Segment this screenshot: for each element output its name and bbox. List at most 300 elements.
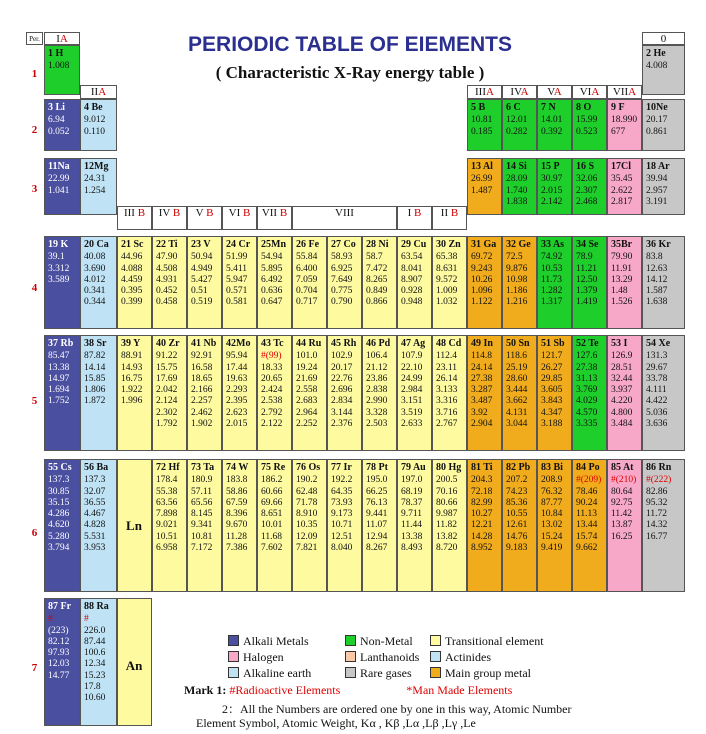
element-symbol: 13 Al — [471, 161, 493, 172]
element-value: 4.800 — [611, 407, 633, 418]
element-symbol: 56 Ba — [84, 462, 109, 473]
element-cell[interactable] — [187, 335, 222, 451]
element-cell[interactable] — [80, 158, 117, 215]
element-cell[interactable] — [257, 236, 292, 329]
group-label-zero: 0 — [642, 32, 685, 45]
element-value: 11.44 — [401, 520, 423, 531]
element-value: 20.65 — [261, 373, 283, 384]
element-value: 3.188 — [541, 419, 563, 430]
element-symbol: 82 Pb — [506, 462, 531, 473]
element-cell[interactable] — [537, 236, 572, 329]
element-symbol: 25Mn — [261, 239, 286, 250]
element-cell[interactable] — [362, 335, 397, 451]
legend-swatch — [228, 667, 239, 678]
group-suffix: A — [486, 86, 494, 98]
element-value: 92.91 — [191, 351, 213, 362]
element-cell[interactable] — [467, 236, 502, 329]
element-value: 4.459 — [121, 274, 143, 285]
element-symbol: 84 Po — [576, 462, 600, 473]
element-cell[interactable] — [572, 335, 607, 451]
element-cell[interactable] — [607, 158, 642, 215]
element-value: 9.173 — [331, 509, 353, 520]
group-suffix: B — [170, 207, 181, 219]
legend-label: Lanthanoids — [360, 650, 420, 664]
element-value: 58.86 — [226, 486, 248, 497]
legend-swatch — [430, 651, 441, 662]
legend-swatch — [345, 635, 356, 646]
element-value: 63.56 — [156, 497, 178, 508]
element-value: 2.462 — [191, 407, 213, 418]
element-value: 21.69 — [296, 373, 318, 384]
element-cell[interactable] — [44, 236, 80, 329]
element-value: 3.636 — [646, 419, 668, 430]
element-value: 1.032 — [436, 297, 458, 308]
group-suffix: B — [240, 207, 251, 219]
element-cell[interactable] — [80, 99, 117, 151]
element-value: 20.17 — [646, 115, 668, 126]
element-symbol: 54 Xe — [646, 338, 671, 349]
element-value: 0.110 — [84, 126, 106, 137]
lanthanide-placeholder: Ln — [126, 518, 142, 533]
element-value: 6.925 — [331, 263, 353, 274]
element-value: 2.468 — [576, 196, 598, 207]
group-label-iia — [80, 85, 117, 99]
element-value: 3.487 — [471, 396, 493, 407]
group-roman: IV — [510, 86, 521, 98]
element-value: 3.484 — [611, 419, 633, 430]
element-cell[interactable] — [292, 236, 327, 329]
element-cell[interactable] — [292, 459, 327, 592]
element-cell[interactable] — [327, 459, 362, 592]
element-cell[interactable] — [432, 459, 467, 592]
element-value: 26.27 — [541, 362, 563, 373]
element-cell[interactable] — [572, 236, 607, 329]
group-roman: VII — [612, 86, 629, 98]
element-value: 1.694 — [48, 385, 70, 396]
element-value: 12.51 — [331, 531, 353, 542]
element-cell[interactable] — [44, 459, 80, 592]
element-value: 0.341 — [84, 286, 106, 297]
element-cell[interactable] — [467, 335, 502, 451]
element-value: 9.021 — [156, 520, 178, 531]
element-cell[interactable] — [642, 45, 685, 95]
element-cell[interactable] — [502, 236, 537, 329]
group-label-viia — [607, 85, 642, 99]
element-symbol: 36 Kr — [646, 239, 671, 250]
element-symbol: 28 Ni — [366, 239, 389, 250]
element-symbol: 26 Fe — [296, 239, 320, 250]
element-symbol: 17Cl — [611, 161, 631, 172]
group-roman: VI — [579, 86, 592, 98]
element-value: 0.392 — [541, 126, 563, 137]
element-value: 0.282 — [506, 126, 528, 137]
element-symbol: 42Mo — [226, 338, 251, 349]
period-label-2: 2 — [31, 124, 38, 136]
element-value: 2.395 — [226, 396, 248, 407]
element-symbol: 30 Zn — [436, 239, 461, 250]
element-cell[interactable] — [80, 598, 117, 726]
legend-label: Halogen — [243, 650, 284, 664]
page-title: PERIODIC TABLE OF EIEMENTS — [188, 33, 512, 56]
element-cell[interactable] — [642, 158, 685, 215]
mark1-manmade: *Man Made Elements — [406, 683, 513, 697]
element-cell[interactable] — [152, 335, 187, 451]
element-value: 2.964 — [296, 407, 318, 418]
element-value: 2.302 — [156, 407, 178, 418]
element-symbol: 80 Hg — [436, 462, 462, 473]
element-value: 6.400 — [296, 263, 318, 274]
element-value: 4.131 — [506, 407, 528, 418]
element-value: 29.67 — [646, 362, 668, 373]
element-cell[interactable] — [117, 236, 152, 329]
legend-label: Non-Metal — [360, 634, 413, 648]
element-cell[interactable] — [502, 99, 537, 151]
element-cell[interactable] — [327, 236, 362, 329]
element-value: 87.77 — [541, 497, 563, 508]
element-cell[interactable] — [187, 459, 222, 592]
element-cell[interactable] — [187, 236, 222, 329]
element-symbol: 46 Pd — [366, 338, 391, 349]
element-value: 9.987 — [436, 509, 458, 520]
group-roman: VII — [261, 207, 278, 219]
element-cell[interactable] — [362, 459, 397, 592]
element-symbol: 15 P — [541, 161, 560, 172]
element-value: 4.008 — [646, 61, 668, 72]
element-symbol: 74 W — [226, 462, 249, 473]
element-value: 3.133 — [436, 385, 458, 396]
element-value: 3.044 — [506, 419, 528, 430]
element-value: 190.2 — [296, 475, 318, 486]
element-symbol: 14 Si — [506, 161, 527, 172]
element-value: 200.5 — [436, 475, 458, 486]
element-value: 107.9 — [401, 351, 423, 362]
element-cell[interactable] — [327, 335, 362, 451]
mark2-line1: 2：All the Numbers are ordered one by one in this way, Atomic Number — [222, 702, 572, 716]
element-cell[interactable] — [502, 158, 537, 215]
element-symbol: 77 Ir — [331, 462, 352, 473]
element-value: 7.649 — [331, 274, 353, 285]
element-cell[interactable] — [642, 236, 685, 329]
element-value: 80.64 — [611, 486, 633, 497]
element-value: 5.411 — [226, 263, 248, 274]
group-suffix: A — [553, 86, 562, 98]
element-cell[interactable] — [362, 236, 397, 329]
element-value: 7.059 — [296, 274, 318, 285]
element-cell[interactable] — [80, 236, 117, 329]
element-cell[interactable] — [502, 459, 537, 592]
element-cell[interactable] — [607, 99, 642, 151]
element-cell[interactable] — [397, 236, 432, 329]
element-value: 32.44 — [611, 373, 633, 384]
element-value: 2.990 — [366, 396, 388, 407]
element-symbol: 9 F — [611, 102, 625, 113]
element-value: 17.44 — [226, 362, 248, 373]
element-cell[interactable] — [397, 335, 432, 451]
period-label-1: 1 — [31, 68, 38, 80]
element-cell[interactable] — [607, 335, 642, 451]
element-cell[interactable] — [572, 158, 607, 215]
element-symbol: 52 Te — [576, 338, 599, 349]
element-cell[interactable] — [572, 99, 607, 151]
group-label-ivb — [152, 206, 187, 230]
element-value: 180.9 — [191, 475, 213, 486]
legend-item — [228, 666, 311, 681]
element-symbol: 75 Re — [261, 462, 286, 473]
element-value: 64.35 — [331, 486, 353, 497]
group-label-va — [537, 85, 572, 99]
group-suffix: B — [134, 207, 146, 219]
element-cell[interactable] — [80, 335, 117, 451]
element-cell[interactable] — [292, 335, 327, 451]
element-value: 0.399 — [121, 297, 143, 308]
element-value: 10.81 — [191, 531, 213, 542]
element-value: 44.96 — [121, 252, 143, 263]
element-symbol: 39 Y — [121, 338, 141, 349]
element-value: 2.904 — [471, 419, 493, 430]
group-roman: II — [90, 86, 99, 98]
element-value: 5.036 — [646, 407, 668, 418]
element-value: 33.78 — [646, 373, 668, 384]
element-symbol: 78 Pt — [366, 462, 388, 473]
element-value: 0.523 — [576, 126, 598, 137]
element-value: 4.508 — [156, 263, 178, 274]
element-value: 12.63 — [646, 263, 668, 274]
element-symbol: 38 Sr — [84, 338, 107, 349]
element-symbol: 27 Co — [331, 239, 356, 250]
element-value: 12.09 — [296, 531, 318, 542]
element-cell[interactable] — [642, 459, 685, 592]
element-value: 127.6 — [576, 351, 598, 362]
element-value: 15.99 — [576, 115, 598, 126]
element-value: 10.84 — [541, 509, 563, 520]
element-cell[interactable] — [44, 45, 80, 95]
group-roman: III — [475, 86, 487, 98]
element-value: 13.82 — [436, 531, 458, 542]
element-value: 36.55 — [84, 497, 106, 508]
legend-swatch — [345, 651, 356, 662]
element-value: 2.424 — [261, 385, 283, 396]
element-symbol: 18 Ar — [646, 161, 670, 172]
element-value: 0.571 — [226, 286, 248, 297]
group-suffix: B — [277, 207, 288, 219]
element-cell[interactable] — [467, 99, 502, 151]
group-roman: III — [123, 207, 135, 219]
element-value: 7.386 — [226, 543, 248, 554]
element-cell[interactable] — [467, 158, 502, 215]
element-value: 79.90 — [611, 252, 633, 263]
element-cell[interactable] — [222, 335, 257, 451]
element-cell[interactable] — [537, 99, 572, 151]
element-value: 82.86 — [646, 486, 668, 497]
element-value: 0.928 — [401, 286, 423, 297]
element-symbol: 45 Rh — [331, 338, 357, 349]
element-value: 3.519 — [401, 407, 423, 418]
element-value: 114.8 — [471, 351, 493, 362]
element-value: 0.704 — [296, 286, 318, 297]
element-value: 1.254 — [84, 185, 106, 196]
element-value: 67.59 — [226, 497, 248, 508]
element-value: 65.38 — [436, 252, 458, 263]
element-cell[interactable] — [222, 459, 257, 592]
element-value: 28.09 — [506, 174, 528, 185]
element-cell[interactable] — [44, 99, 80, 151]
element-cell[interactable] — [80, 459, 117, 592]
element-cell[interactable] — [537, 335, 572, 451]
element-value: 73.93 — [331, 497, 353, 508]
element-value: 25.19 — [506, 362, 528, 373]
legend-item — [228, 650, 284, 665]
legend-item — [345, 666, 412, 681]
element-value: 87.44 — [84, 636, 106, 647]
element-cell[interactable] — [607, 236, 642, 329]
element-value: 204.3 — [471, 475, 493, 486]
element-value: 6.492 — [261, 274, 283, 285]
element-value: 14.97 — [48, 373, 70, 384]
element-value: 51.99 — [226, 252, 248, 263]
element-cell[interactable] — [222, 236, 257, 329]
element-value: 82.12 — [48, 636, 70, 647]
element-value: 8.267 — [366, 543, 388, 554]
element-value: 2.834 — [331, 396, 353, 407]
element-symbol: 3 Li — [48, 102, 65, 113]
element-cell[interactable] — [467, 459, 502, 592]
element-value: 8.396 — [226, 509, 248, 520]
group-label-ia — [44, 32, 80, 45]
element-cell[interactable] — [44, 335, 80, 451]
element-cell[interactable] — [397, 459, 432, 592]
element-cell[interactable] — [642, 335, 685, 451]
element-value: 8.720 — [436, 543, 458, 554]
legend-item — [430, 666, 531, 681]
element-symbol: 43 Tc — [261, 338, 284, 349]
legend-swatch — [345, 667, 356, 678]
element-value: 10.27 — [471, 509, 493, 520]
element-value: 71.78 — [296, 497, 318, 508]
element-value: 11.72 — [646, 509, 668, 520]
element-value: 208.9 — [541, 475, 563, 486]
element-cell[interactable] — [642, 99, 685, 151]
element-value: 27.38 — [576, 362, 598, 373]
element-symbol: 35Br — [611, 239, 633, 250]
element-value: 65.56 — [191, 497, 213, 508]
element-value: 7.602 — [261, 543, 283, 554]
element-cell[interactable] — [44, 158, 80, 215]
element-value: 39.1 — [48, 252, 65, 263]
element-value: 18.65 — [191, 373, 213, 384]
element-value: 1.838 — [506, 196, 528, 207]
element-cell[interactable] — [537, 158, 572, 215]
element-value: 1.096 — [471, 286, 493, 297]
element-value: 2.838 — [366, 385, 388, 396]
page-subtitle: ( Characteristic X-Ray energy table ) — [215, 63, 485, 82]
element-symbol: 33 As — [541, 239, 565, 250]
element-value: 85.36 — [506, 497, 528, 508]
element-value: 1.902 — [191, 419, 213, 430]
element-cell[interactable] — [44, 598, 80, 726]
element-value: 74.23 — [506, 486, 528, 497]
element-value: 10.55 — [506, 509, 528, 520]
period-label-6: 6 — [31, 527, 38, 539]
group-label-iiia — [467, 85, 502, 99]
element-value: 0.861 — [646, 126, 668, 137]
element-value: 82.99 — [471, 497, 493, 508]
group-suffix: B — [203, 207, 214, 219]
element-value: 4.949 — [191, 263, 213, 274]
element-cell[interactable] — [257, 335, 292, 451]
element-value: 0.581 — [226, 297, 248, 308]
element-value: 0.51 — [191, 286, 208, 297]
element-value: 9.183 — [506, 543, 528, 554]
element-value: 35.45 — [611, 174, 633, 185]
element-value: 8.907 — [401, 274, 423, 285]
element-symbol: 32 Ge — [506, 239, 531, 250]
element-cell[interactable] — [152, 236, 187, 329]
element-value: 2.122 — [261, 419, 283, 430]
element-value: 1.008 — [48, 61, 70, 72]
legend-item — [228, 634, 309, 649]
element-value: 3.662 — [506, 396, 528, 407]
element-symbol: 87 Fr — [48, 601, 72, 612]
element-value: # — [84, 614, 89, 625]
element-value: 1.487 — [471, 185, 493, 196]
element-value: 207.2 — [506, 475, 528, 486]
element-cell[interactable] — [537, 459, 572, 592]
element-value: 3.953 — [84, 543, 106, 554]
element-cell[interactable] — [117, 335, 152, 451]
element-value: 18.33 — [261, 362, 283, 373]
element-value: 1.122 — [471, 297, 493, 308]
element-value: 2.252 — [296, 419, 318, 430]
element-value: 5.531 — [84, 531, 106, 542]
legend-item — [430, 650, 491, 665]
element-value: 3.191 — [646, 196, 668, 207]
element-symbol: 24 Cr — [226, 239, 251, 250]
element-value: 60.66 — [261, 486, 283, 497]
group-label-via — [572, 85, 607, 99]
element-cell[interactable] — [572, 459, 607, 592]
element-cell[interactable] — [607, 459, 642, 592]
element-value: # — [48, 614, 53, 625]
element-value: 4.422 — [646, 396, 668, 407]
element-cell[interactable] — [432, 335, 467, 451]
element-cell[interactable] — [502, 335, 537, 451]
element-symbol: 50 Sn — [506, 338, 530, 349]
element-value: 10.26 — [471, 274, 493, 285]
element-value: 1.996 — [121, 396, 143, 407]
element-cell[interactable] — [432, 236, 467, 329]
element-value: 4.620 — [48, 520, 70, 531]
element-value: 4.347 — [541, 407, 563, 418]
element-value: 54.94 — [261, 252, 283, 263]
element-value: 4.467 — [84, 509, 106, 520]
element-value: 4.828 — [84, 520, 106, 531]
actinide-placeholder: An — [125, 658, 143, 673]
element-value: 66.25 — [366, 486, 388, 497]
element-symbol: 40 Zr — [156, 338, 180, 349]
element-value: 76.13 — [366, 497, 388, 508]
element-value: 2.538 — [261, 396, 283, 407]
element-cell[interactable] — [152, 459, 187, 592]
element-value: 2.817 — [611, 196, 633, 207]
element-symbol: 81 Ti — [471, 462, 493, 473]
element-value: 69.72 — [471, 252, 493, 263]
element-value: 10.98 — [506, 274, 528, 285]
element-value: 5.280 — [48, 531, 70, 542]
element-cell[interactable] — [257, 459, 292, 592]
element-value: 4.111 — [646, 385, 667, 396]
mark2-line2: Element Symbol, Atomic Weight, Kα , Kβ ,Lα ,Lβ ,Lγ ,Le — [196, 716, 476, 730]
element-value: 15.74 — [576, 531, 598, 542]
